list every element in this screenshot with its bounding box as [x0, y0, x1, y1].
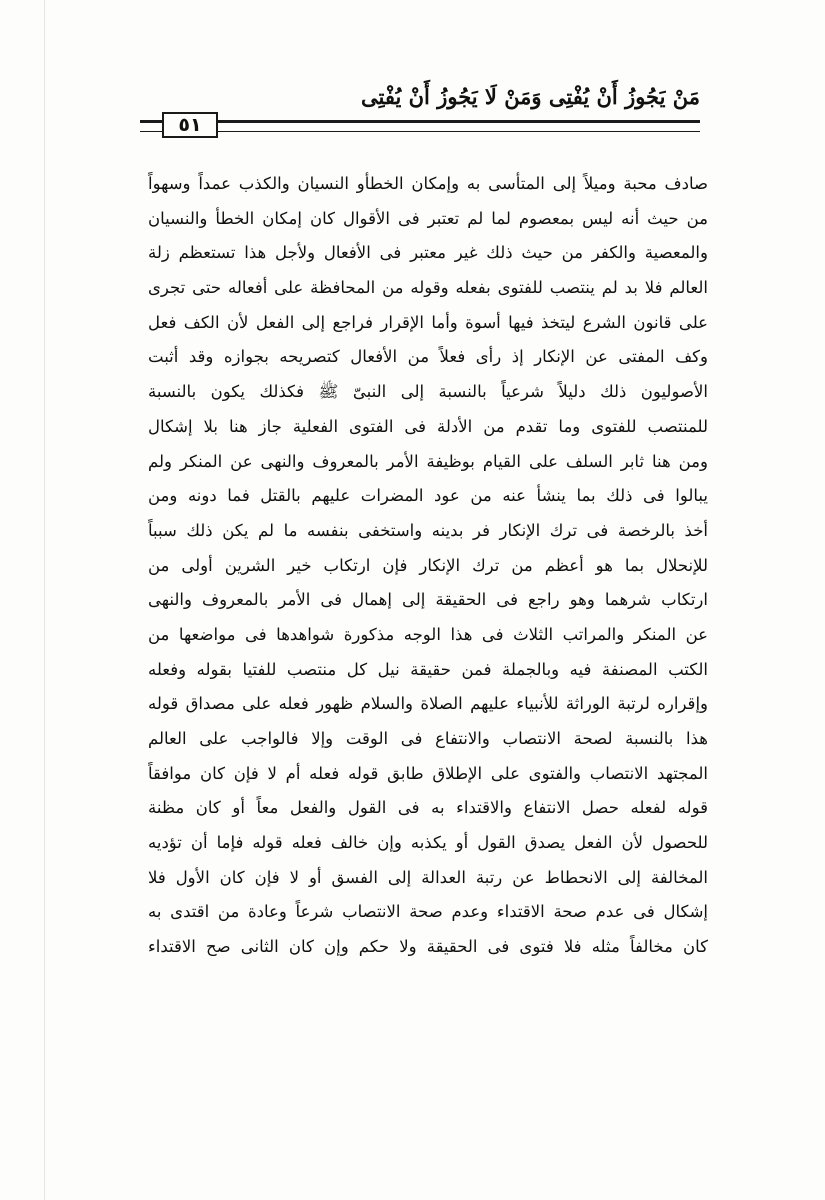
text-line: وإقراره لرتبة الوراثة للأنبياء عليهم الصلاة والسلام ظهور فعله على مصداق قوله — [148, 694, 708, 714]
text-line: المخالفة إلى الانحطاط عن رتبة العدالة إلى الفسق أو لا فإن كان الأول فلا — [148, 867, 708, 887]
text-line: وكف المفتى عن الإنكار إذ رأى فعلاً من الأفعال كتصريحه بجوازه وقد أثبت — [148, 347, 708, 367]
scan-edge-line — [44, 0, 45, 1200]
text-line: إشكال فى عدم صحة الاقتداء وعدم صحة الانتصاب شرعاً وعادة من اقتدى به — [148, 902, 708, 922]
text-line: العالم فلا بد لم ينتصب للفتوى بفعله وقوله من المحافظة على أفعاله حتى تجرى — [148, 278, 708, 298]
text-line: الكتب المصنفة فيه وبالجملة فمن حقيقة نيل كل منتصب للفتيا بقوله وفعله — [148, 659, 708, 679]
text-line: أخذ بالرخصة فى ترك الإنكار فر بدينه واستخفى بنفسه ما لم يكن ذلك سبباً — [148, 520, 708, 540]
page-number: ٥١ — [162, 112, 218, 138]
text-line: للحصول لأن الفعل يصدق القول أو يكذبه وإن خالف فعله قوله فإما أن تؤديه — [148, 833, 708, 853]
text-line: يبالوا فى ذلك بما ينشأ عنه من عود المضرات عليهم بالقتل فما دونه ومن — [148, 486, 708, 506]
text-line: الأصوليون ذلك دليلاً شرعياً بالنسبة إلى النبىّ ﷺ فكذلك يكون بالنسبة — [148, 382, 708, 402]
text-line: صادف محبة وميلاً إلى المتأسى به وإمكان الخطأو النسيان والكذب عمداً وسهواً — [148, 174, 708, 193]
header-rule — [140, 120, 700, 132]
running-title: مَنْ يَجُوزُ أَنْ يُفْتِى وَمَنْ لَا يَجُوزُ أَنْ يُفْتِى — [361, 84, 700, 109]
text-line: والمعصية والكفر من حيث ذلك غير معتبر فى الأفعال ولأجل هذا تستعظم زلة — [148, 243, 708, 263]
text-line: هذا بالنسبة لصحة الانتصاب والانتفاع فى الوقت وإلا فالواجب على العالم — [148, 729, 708, 748]
text-line: على قانون الشرع ليتخذ فيها أسوة وأما الإقرار فراجع إلى الفعل لأن الكف فعل — [148, 312, 708, 332]
text-line: قوله لفعله حصل الانتفاع والاقتداء به فى القول والفعل معاً أو كان مظنة — [148, 798, 708, 818]
text-line: للمنتصب للفتوى وما تقدم من الأدلة فى الفتوى الفعلية جاز هنا بلا إشكال — [148, 416, 708, 436]
text-line: عن المنكر والمراتب الثلاث فى هذا الوجه مذكورة شواهدها فى مواضعها من — [148, 624, 708, 644]
body-text — [148, 167, 708, 965]
text-line: للإنحلال بما هو أعظم من ترك الإنكار فإن ارتكاب خير الشرين أولى من — [148, 555, 708, 575]
text-line: ارتكاب شرهما وهو راجع فى الحقيقة إلى إهمال فى الأمر بالمعروف والنهى — [148, 590, 708, 610]
text-line: كان مخالفاً مثله فلا فتوى فى الحقيقة ولا حكم وإن كان الثانى صح الاقتداء — [148, 937, 708, 957]
page-header — [140, 80, 700, 140]
text-line: المجتهد الانتصاب والفتوى على الإطلاق طابق قوله فعله أم لا فإن كان موافقاً — [148, 763, 708, 783]
text-line: من حيث أنه ليس بمعصوم لما لم تعتبر فى الأقوال كان إمكان الخطأ والنسيان — [148, 208, 708, 228]
text-line: ومن هنا ثابر السلف على القيام بوظيفة الأمر بالمعروف والنهى عن المنكر ولم — [148, 451, 708, 471]
